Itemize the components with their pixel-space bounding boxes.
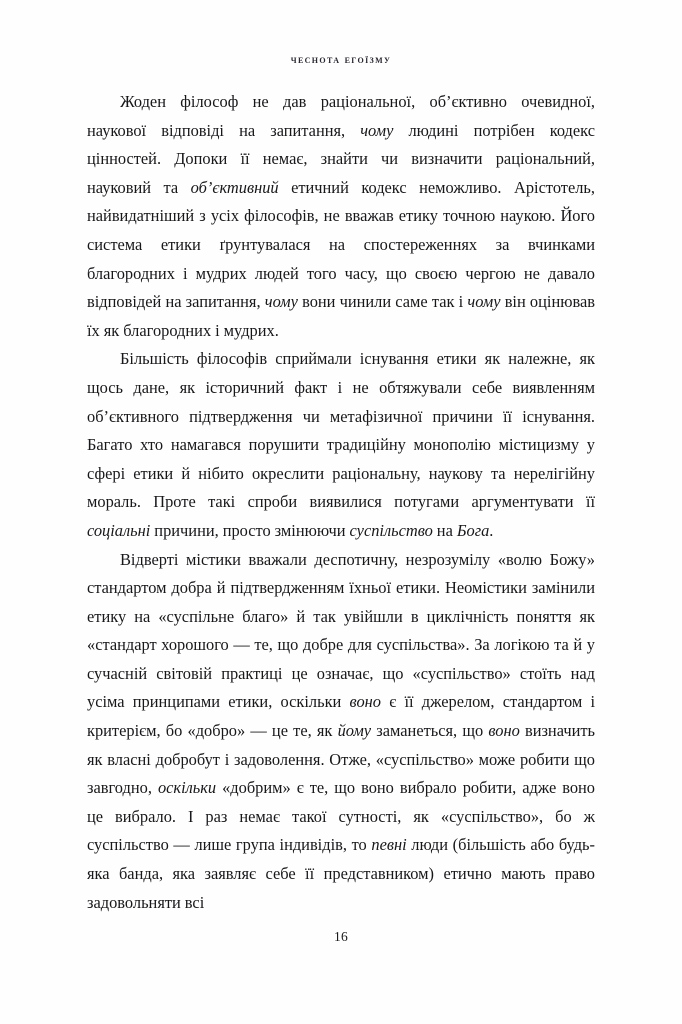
- emphasis-text: чому: [264, 292, 298, 312]
- body-text: етичний кодекс неможливо. Арістотель, найвидатніший з усіх філософів, не вважав етику точною наукою. Його система етики ґрунтувалася на спостереженнях за вчинками благородних і мудрих людей того часу, що своєю чергою не давало відповідей на запитання,: [87, 177, 595, 312]
- body-text: люди (більшість або будь-яка банда, яка заявляє себе її представником) етично мають право задовольняти всі: [87, 835, 595, 912]
- emphasis-text: оскільки: [157, 778, 217, 798]
- body-paragraph: [87, 546, 595, 918]
- emphasis-text: соціальні: [87, 520, 151, 540]
- emphasis-text: суспільство: [349, 520, 433, 540]
- body-text: Більшість філософів сприймали існування етики як належне, як щось дане, як історичний факт і не обтяжували себе виявленням об’єктивного підтвердження чи метафізичної причини її існування. Багато хто намагався порушити традиційну монополію містицизму у сфері етики й нібито окреслити раціональну, наукову та нерелігійну мораль. Проте такі спроби виявилися потугами аргументувати її: [87, 349, 595, 512]
- body-paragraph: [87, 345, 595, 545]
- emphasis-text: воно: [488, 721, 520, 741]
- running-head: чеснота егоїзму: [290, 54, 392, 66]
- body-text: є її джерелом, стандартом і критерієм, бо «добро» — це те, як: [87, 692, 596, 741]
- emphasis-text: воно: [349, 692, 381, 712]
- body-text: визначить як власні добробут і задоволення. Отже, «суспільство» може робити що завгодно,: [87, 721, 595, 798]
- body-text: .: [489, 520, 494, 540]
- body-text: Жоден філософ не дав раціональної, об’єктивно очевидної, наукової відповіді на запитання,: [87, 92, 595, 140]
- emphasis-text: чому: [467, 292, 501, 312]
- page-number: 16: [333, 929, 349, 944]
- body-text: причини, просто змінюючи: [150, 520, 350, 540]
- body-paragraph: [87, 88, 595, 345]
- body-text: заманеться, що: [371, 721, 489, 741]
- emphasis-text: йому: [337, 721, 372, 741]
- body-text: вони чинили саме так і: [297, 292, 468, 312]
- emphasis-text: чому: [360, 120, 394, 140]
- text-block: [87, 88, 595, 917]
- body-text: Відверті містики вважали деспотичну, незрозумілу «волю Божу» стандартом добра й підтвердженням їхньої етики. Неомістики замінили етику на «суспільне благо» й так увійшли в циклічність поняття як «стандарт хорошого — те, що добре для суспільства». За логікою та й у сучасній світовій практиці це означає, що «суспільство» стоїть над усіма принципами етики, оскільки: [87, 549, 595, 712]
- body-text: він оцінював їх як благородних і мудрих.: [87, 292, 596, 340]
- emphasis-text: Бога: [456, 520, 490, 540]
- emphasis-text: об’єктивний: [190, 177, 279, 197]
- body-text: людині потрібен кодекс цінностей. Допоки її немає, знайти чи визначити раціональний, науковий та: [87, 120, 595, 197]
- emphasis-text: певні: [371, 835, 407, 855]
- body-text: на: [432, 520, 457, 540]
- body-text: «добрим» є те, що воно вибрало робити, адже воно це вибрало. І раз немає такої сутності, як «суспільство», бо ж суспільство — лише група індивідів, то: [87, 778, 595, 855]
